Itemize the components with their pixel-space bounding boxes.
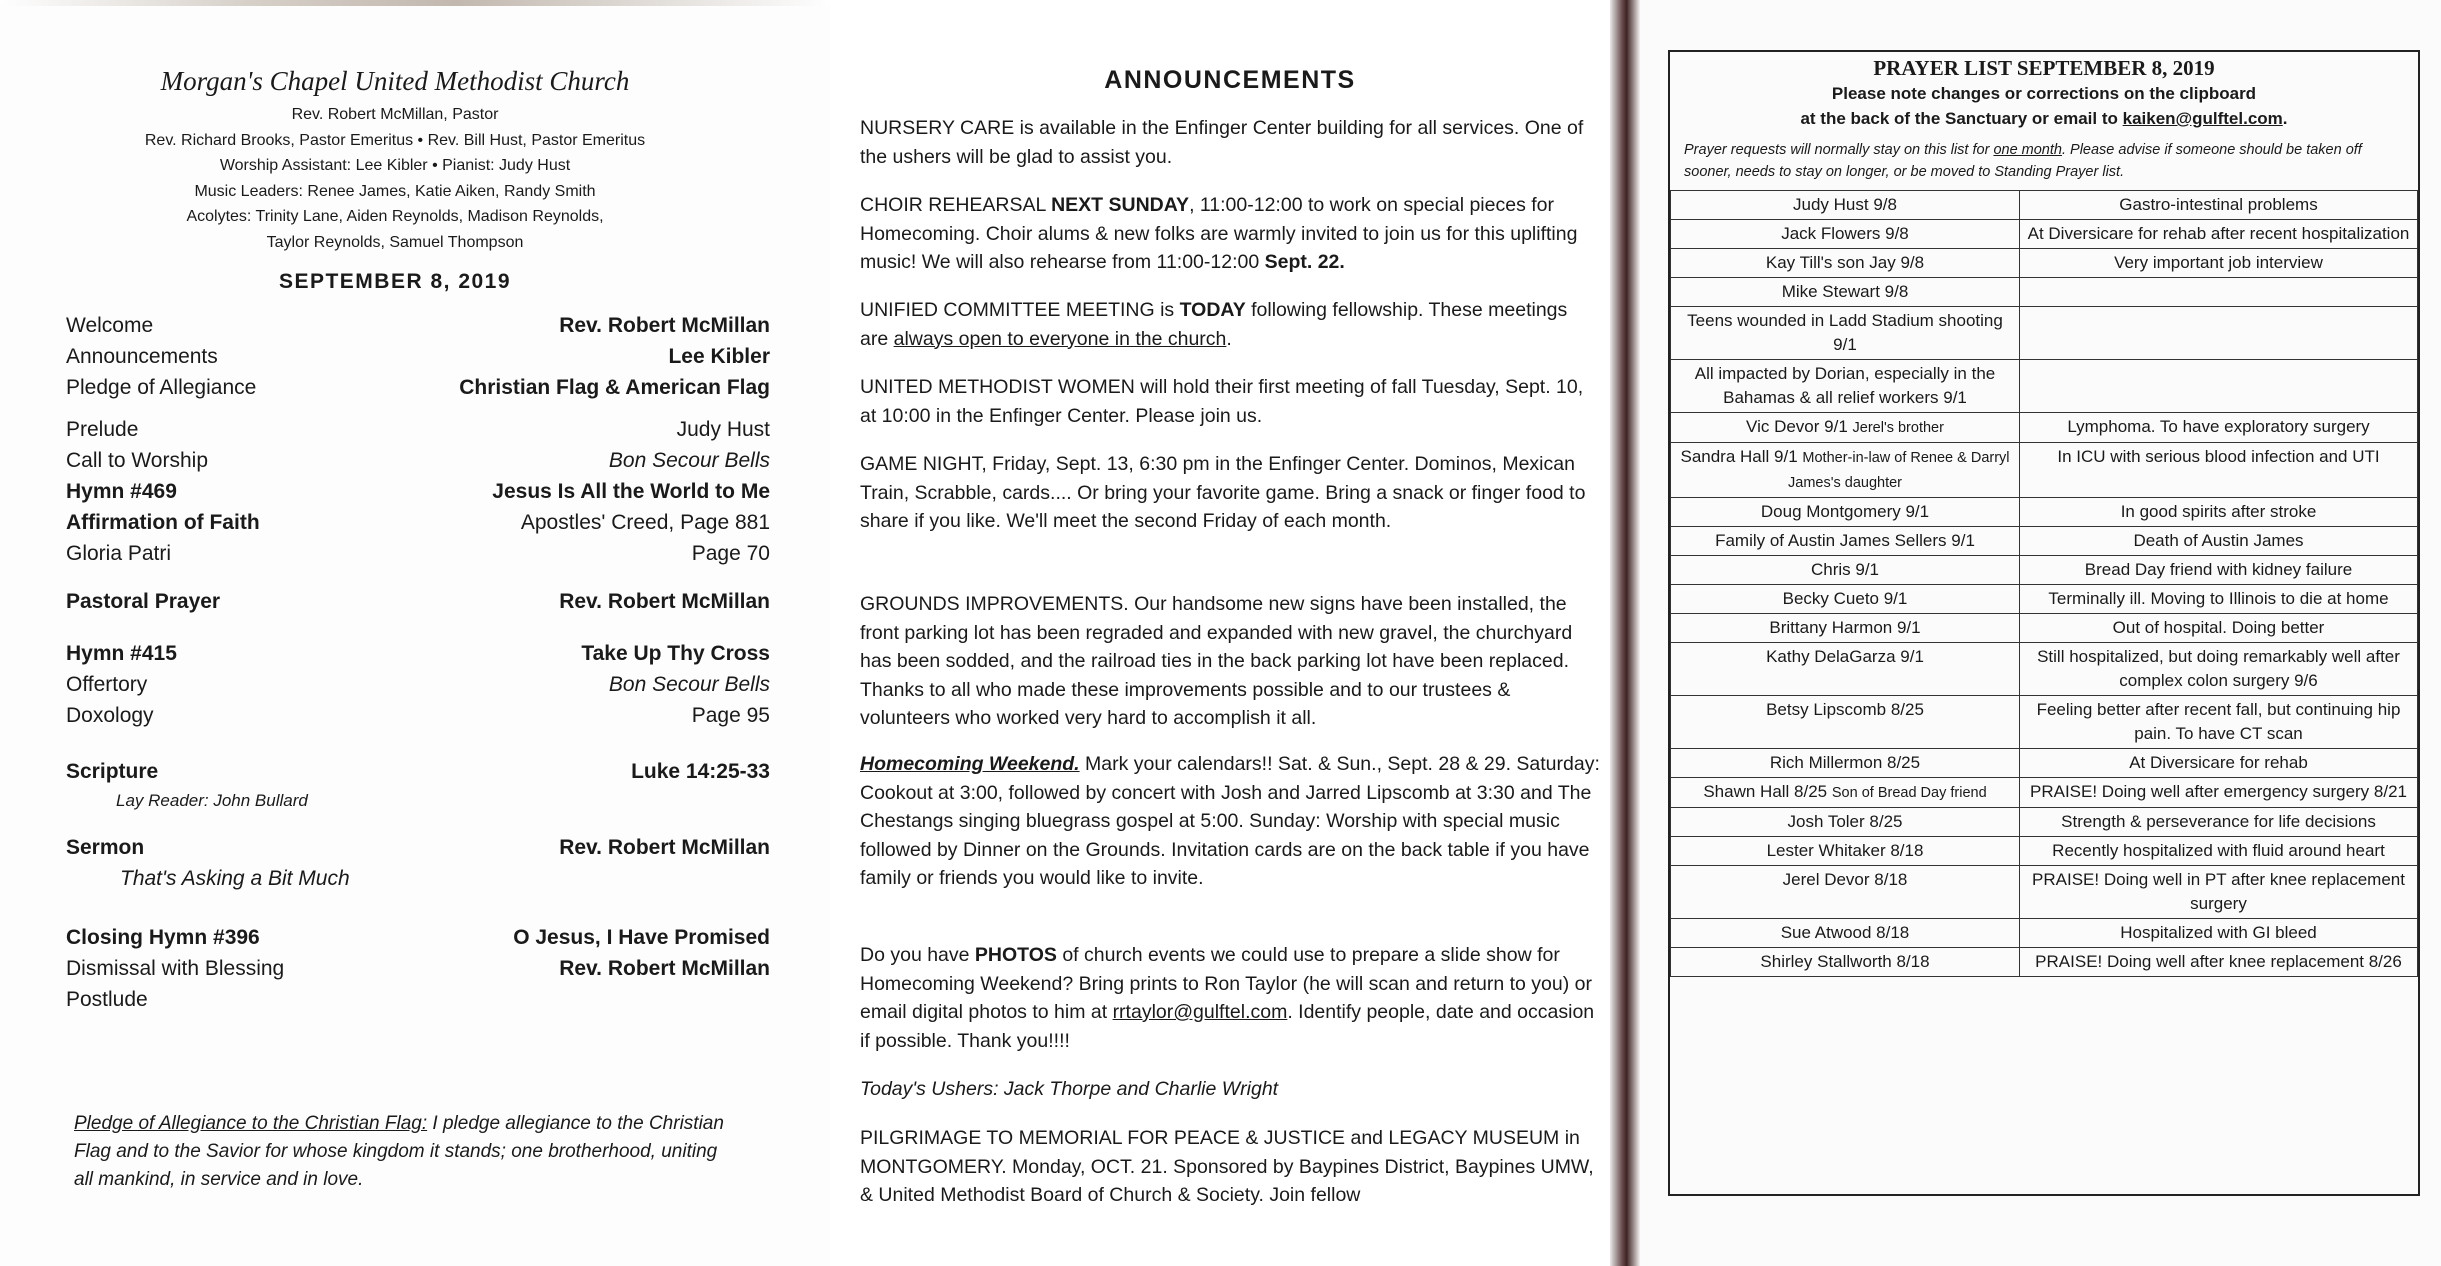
order-leader: Page 70 — [691, 542, 770, 565]
order-item: Pastoral Prayer — [66, 590, 221, 613]
prayer-name: Brittany Harmon 9/1 — [1769, 618, 1921, 637]
prayer-row — [1671, 278, 2418, 307]
prayer-request — [2020, 360, 2418, 413]
order-leader: Luke 14:25-33 — [631, 760, 770, 783]
prayer-row — [1671, 837, 2418, 866]
order-leader: Rev. Robert McMillan — [559, 957, 770, 980]
prayer-row — [1671, 696, 2418, 749]
prayer-request: PRAISE! Doing well in PT after knee replacement surgery — [2020, 866, 2418, 919]
order-item: Announcements — [66, 345, 218, 368]
order-item: Doxology — [66, 704, 154, 727]
prayer-relation-note: Jerel's brother — [1852, 420, 1944, 436]
text-run: Prayer requests will normally stay on this list for — [1684, 142, 1994, 158]
order-leader: Judy Hust — [676, 418, 770, 441]
order-group-scripture — [66, 760, 770, 819]
prayer-request: PRAISE! Doing well after emergency surgery 8/21 — [2020, 778, 2418, 808]
order-item: Postlude — [66, 988, 148, 1011]
order-leader: Jesus Is All the World to Me — [492, 480, 770, 503]
prayer-name-cell — [1671, 556, 2020, 585]
order-row — [66, 418, 770, 449]
text-run: Do you have — [860, 944, 975, 966]
prayer-request: Very important job interview — [2020, 249, 2418, 278]
prayer-row — [1671, 556, 2418, 585]
prayer-relation-note: Son of Bread Day friend — [1831, 785, 1987, 801]
prayer-name: Family of Austin James Sellers 9/1 — [1715, 531, 1975, 550]
staff-line: Worship Assistant: Lee Kibler • Pianist: Judy Hust — [219, 157, 571, 174]
prayer-table — [1670, 190, 2418, 977]
order-group-opening — [66, 314, 770, 407]
prayer-request: Feeling better after recent fall, but continuing hip pain. To have CT scan — [2020, 696, 2418, 749]
order-item: Affirmation of Faith — [66, 511, 260, 534]
prayer-name: Sue Atwood 8/18 — [1780, 923, 1910, 942]
order-row — [66, 376, 770, 407]
announcement-pilgrimage — [860, 1124, 1600, 1210]
prayer-name: Betsy Lipscomb 8/25 — [1766, 700, 1924, 719]
prayer-name: Josh Toler 8/25 — [1787, 812, 1903, 831]
order-row — [66, 480, 770, 511]
order-leader: Rev. Robert McMillan — [559, 590, 770, 613]
order-row — [66, 449, 770, 480]
order-row — [66, 988, 770, 1019]
announcement-text — [860, 750, 1600, 893]
prayer-list-box — [1668, 50, 2420, 1196]
announcement-text: Today's Ushers: Jack Thorpe and Charlie Wright — [860, 1078, 1279, 1100]
prayer-name: Jerel Devor 8/18 — [1782, 870, 1908, 889]
prayer-name-cell — [1671, 498, 2020, 527]
prayer-name-cell — [1671, 360, 2020, 413]
prayer-row — [1671, 191, 2418, 220]
prayer-email-link[interactable]: kaiken@gulftel.com — [2122, 109, 2283, 128]
prayer-row — [1671, 307, 2418, 360]
prayer-name: Teens wounded in Ladd Stadium shooting 9/1 — [1687, 311, 2003, 354]
prayer-table-body — [1671, 191, 2418, 977]
text-run: . Please advise if someone should be taken off sooner, needs to stay on longer, or be moved to Standing Prayer list. — [1684, 142, 2362, 180]
prayer-name-cell — [1671, 191, 2020, 220]
prayer-name: Vic Devor 9/1 — [1746, 417, 1848, 436]
staff-line: Rev. Richard Brooks, Pastor Emeritus • Rev. Bill Hust, Pastor Emeritus — [144, 131, 646, 149]
prayer-list-contact — [1670, 106, 2418, 131]
prayer-request: Terminally ill. Moving to Illinois to die at home — [2020, 585, 2418, 614]
prayer-name-cell — [1671, 413, 2020, 443]
prayer-row — [1671, 585, 2418, 614]
prayer-name-cell — [1671, 307, 2020, 360]
prayer-request — [2020, 307, 2418, 360]
order-row — [66, 590, 770, 621]
text-run: of church events we could use to prepare a slide show for Homecoming Weekend? Bring prints to Ron Taylor (he will scan and return to you) or email digital photos to him at — [860, 944, 1592, 1023]
page-fold-shadow — [1610, 0, 1640, 1266]
prayer-name-cell — [1671, 527, 2020, 556]
prayer-row — [1671, 643, 2418, 696]
pledge-body: I pledge allegiance to the Christian Flag and to the Savior for whose kingdom it stands; one brotherhood, uniting all mankind, in service and in love. — [74, 1113, 724, 1190]
prayer-request: At Diversicare for rehab — [2020, 749, 2418, 778]
text-run: CHOIR REHEARSAL — [860, 194, 1052, 216]
prayer-row — [1671, 527, 2418, 556]
announcement-text: UNITED METHODIST WOMEN will hold their first meeting of fall Tuesday, Sept. 10, at 10:00 in the Enfinger Center. Please join us. — [860, 376, 1584, 427]
sermon-title: That's Asking a Bit Much — [120, 867, 350, 890]
prayer-name: Mike Stewart 9/8 — [1781, 282, 1909, 301]
order-row — [66, 760, 770, 791]
prayer-list-panel — [1640, 0, 2441, 1266]
order-item: Welcome — [66, 314, 154, 337]
prayer-name-cell — [1671, 614, 2020, 643]
staff-line: Rev. Robert McMillan, Pastor — [291, 106, 499, 123]
text-run: UNIFIED COMMITTEE MEETING is — [860, 299, 1180, 321]
prayer-request: Lymphoma. To have exploratory surgery — [2020, 413, 2418, 443]
order-item: Prelude — [66, 418, 139, 441]
order-group-offering — [66, 642, 770, 735]
announcement-grounds — [860, 590, 1600, 733]
text-run: . Identify people, date and occasion if possible. Thank you!!!! — [860, 1001, 1595, 1052]
prayer-name-cell — [1671, 249, 2020, 278]
prayer-request: Recently hospitalized with fluid around heart — [2020, 837, 2418, 866]
announcement-game-night — [860, 450, 1600, 536]
pledge-title: Pledge of Allegiance to the Christian Flag: — [74, 1113, 428, 1134]
staff-line: Taylor Reynolds, Samuel Thompson — [266, 233, 524, 251]
announcement-text: PILGRIMAGE TO MEMORIAL FOR PEACE & JUSTICE and LEGACY MUSEUM in MONTGOMERY. Monday, OCT. 21. Sponsored by Baypines District, Baypines UMW, & United Methodist Board of Church & Society. Join fellow — [860, 1127, 1594, 1206]
prayer-request: Hospitalized with GI bleed — [2020, 919, 2418, 948]
order-item: Call to Worship — [66, 449, 208, 472]
order-row — [66, 791, 770, 819]
text-run: . — [2282, 109, 2288, 128]
prayer-request: Strength & perseverance for life decisions — [2020, 808, 2418, 837]
prayer-relation-note: Mother-in-law of Renee & Darryl James's daughter — [1788, 450, 2010, 491]
prayer-row — [1671, 443, 2418, 498]
prayer-name: Judy Hust 9/8 — [1793, 195, 1897, 214]
announcement-choir — [860, 191, 1600, 277]
order-item: Hymn #469 — [66, 480, 177, 503]
order-leader: Bon Secour Bells — [608, 449, 770, 472]
prayer-request: Gastro-intestinal problems — [2020, 191, 2418, 220]
order-item: Closing Hymn #396 — [66, 926, 260, 949]
prayer-request: Death of Austin James — [2020, 527, 2418, 556]
prayer-name: Becky Cueto 9/1 — [1782, 589, 1908, 608]
order-leader: Page 95 — [691, 704, 770, 727]
order-item: Offertory — [66, 673, 148, 696]
prayer-name-cell — [1671, 696, 2020, 749]
prayer-name-cell — [1671, 443, 2020, 498]
prayer-list-subtitle: Please note changes or corrections on the clipboard — [1831, 84, 2257, 103]
prayer-request: At Diversicare for rehab after recent hospitalization — [2020, 220, 2418, 249]
text-run-underline: one month — [1993, 142, 2062, 158]
order-row — [66, 836, 770, 867]
paper-edge — [0, 0, 830, 6]
prayer-name: All impacted by Dorian, especially in the Bahamas & all relief workers 9/1 — [1694, 364, 1996, 407]
staff-line: Music Leaders: Renee James, Katie Aiken, Randy Smith — [194, 182, 596, 200]
prayer-name-cell — [1671, 643, 2020, 696]
prayer-name-cell — [1671, 948, 2020, 977]
text-run: following fellowship. These meetings are — [860, 299, 1568, 350]
prayer-list-note — [1684, 139, 2412, 183]
text-run: , 11:00-12:00 to work on special pieces for Homecoming. Choir alums & new folks are warmly invited to join us for this uplifting music! We will also rehearse from 11:00-12:00 — [860, 194, 1578, 273]
prayer-name: Doug Montgomery 9/1 — [1760, 502, 1930, 521]
prayer-name-cell — [1671, 919, 2020, 948]
prayer-name-cell — [1671, 749, 2020, 778]
prayer-name: Shirley Stallworth 8/18 — [1760, 952, 1930, 971]
announcement-text — [860, 191, 1600, 277]
announcement-text: NURSERY CARE is available in the Enfinger Center building for all services. One of the ushers will be glad to assist you. — [860, 117, 1584, 168]
text-run-bold: Sept. 22. — [1264, 251, 1345, 273]
announcement-text — [860, 941, 1600, 1055]
order-item: Sermon — [66, 836, 145, 859]
prayer-row — [1671, 614, 2418, 643]
order-item: Dismissal with Blessing — [66, 957, 285, 980]
announcement-nursery — [860, 114, 1600, 171]
order-leader: Take Up Thy Cross — [581, 642, 770, 665]
text-run: . — [1226, 327, 1232, 350]
order-row — [66, 957, 770, 988]
prayer-request: In ICU with serious blood infection and UTI — [2020, 443, 2418, 498]
order-item: Hymn #415 — [66, 642, 177, 665]
prayer-name: Shawn Hall 8/25 — [1703, 782, 1828, 801]
order-group-prayer — [66, 590, 770, 621]
order-item: Pledge of Allegiance — [66, 376, 257, 399]
prayer-row — [1671, 948, 2418, 977]
pledge-text — [74, 1110, 734, 1194]
text-run-bold: TODAY — [1179, 299, 1246, 321]
order-leader: Apostles' Creed, Page 881 — [520, 511, 770, 534]
order-leader: Bon Secour Bells — [608, 673, 770, 696]
order-row — [66, 867, 770, 898]
order-row — [66, 926, 770, 957]
prayer-name-cell — [1671, 220, 2020, 249]
service-date: SEPTEMBER 8, 2019 — [278, 270, 512, 293]
prayer-name-cell — [1671, 808, 2020, 837]
prayer-row — [1671, 220, 2418, 249]
prayer-row — [1671, 360, 2418, 413]
order-item: Gloria Patri — [66, 542, 172, 565]
prayer-row — [1671, 749, 2418, 778]
prayer-request: Still hospitalized, but doing remarkably well after complex colon surgery 9/6 — [2020, 643, 2418, 696]
text-run-bold: NEXT SUNDAY — [1051, 194, 1190, 216]
bulletin-panel — [0, 0, 830, 1266]
announcements-title: ANNOUNCEMENTS — [1104, 66, 1356, 94]
staff-line: Acolytes: Trinity Lane, Aiden Reynolds, Madison Reynolds, — [186, 208, 604, 225]
order-row — [66, 511, 770, 542]
announcement-ushers — [860, 1075, 1600, 1104]
announcement-umw — [860, 373, 1600, 430]
text-run: at the back of the Sanctuary or email to — [1800, 109, 2123, 128]
announcement-text — [860, 296, 1600, 353]
prayer-name-cell — [1671, 837, 2020, 866]
prayer-name: Chris 9/1 — [1810, 560, 1880, 579]
text-run-underline: always open to everyone in the church — [893, 327, 1227, 350]
prayer-request: PRAISE! Doing well after knee replacement 8/26 — [2020, 948, 2418, 977]
order-row — [66, 673, 770, 704]
order-leader: Rev. Robert McMillan — [559, 836, 770, 859]
prayer-name: Lester Whitaker 8/18 — [1766, 841, 1924, 860]
photos-email-link[interactable]: rrtaylor@gulftel.com — [1112, 1001, 1288, 1023]
prayer-name-cell — [1671, 278, 2020, 307]
homecoming-title: Homecoming Weekend. — [860, 753, 1080, 775]
text-run: Mark your calendars!! Sat. & Sun., Sept. 28 & 29. Saturday: Cookout at 3:00, followed by concert with Josh and Jarred Lipscomb at 3:30 and The Chestangs singing bluegrass gospel at 5:00. Sunday: Worship with special music followed by Dinner on the Grounds. Invitation cards are on the back table if you have family or friends you would like to invite. — [860, 753, 1600, 889]
prayer-name-cell — [1671, 866, 2020, 919]
announcement-text: GAME NIGHT, Friday, Sept. 13, 6:30 pm in the Enfinger Center. Dominos, Mexican Train, Scrabble, cards.... Or bring your favorite game. Bring a snack or finger food to share if you like. We'll meet the second Friday of each month. — [860, 453, 1586, 532]
order-row — [66, 345, 770, 376]
order-group-praise — [66, 418, 770, 573]
order-group-sermon — [66, 836, 770, 898]
order-leader: Rev. Robert McMillan — [559, 314, 770, 337]
announcement-homecoming — [860, 750, 1600, 893]
prayer-name: Sandra Hall 9/1 — [1680, 447, 1798, 466]
prayer-name-cell — [1671, 585, 2020, 614]
prayer-request — [2020, 278, 2418, 307]
prayer-list-title: PRAYER LIST SEPTEMBER 8, 2019 — [1873, 56, 2215, 80]
prayer-row — [1671, 413, 2418, 443]
prayer-name-cell — [1671, 778, 2020, 808]
order-item: Scripture — [66, 760, 159, 783]
prayer-name: Kathy DelaGarza 9/1 — [1766, 647, 1924, 666]
prayer-row — [1671, 778, 2418, 808]
prayer-name: Jack Flowers 9/8 — [1781, 224, 1909, 243]
prayer-request: In good spirits after stroke — [2020, 498, 2418, 527]
order-leader: O Jesus, I Have Promised — [513, 926, 770, 949]
announcement-text: GROUNDS IMPROVEMENTS. Our handsome new signs have been installed, the front parking lot has been regraded and expanded with new gravel, the churchyard has been sodded, and the railroad ties in the back parking lot have been replaced. Thanks to all who made these improvements possible and to our trustees & volunteers who worked very hard to accomplish it all. — [860, 593, 1573, 729]
text-run-bold: PHOTOS — [974, 944, 1057, 966]
prayer-name: Kay Till's son Jay 9/8 — [1765, 253, 1925, 272]
order-group-closing — [66, 926, 770, 1019]
announcement-unified — [860, 296, 1600, 353]
order-row — [66, 542, 770, 573]
prayer-row — [1671, 919, 2418, 948]
prayer-name: Rich Millermon 8/25 — [1769, 753, 1921, 772]
staff-list — [0, 102, 790, 255]
order-leader: Christian Flag & American Flag — [459, 376, 770, 399]
announcement-photos — [860, 941, 1600, 1055]
prayer-request: Out of hospital. Doing better — [2020, 614, 2418, 643]
prayer-row — [1671, 498, 2418, 527]
announcements-panel — [830, 0, 1610, 1266]
order-leader: Lee Kibler — [668, 345, 770, 368]
church-name: Morgan's Chapel United Methodist Church — [160, 66, 630, 96]
order-row — [66, 704, 770, 735]
order-row — [66, 314, 770, 345]
prayer-row — [1671, 866, 2418, 919]
prayer-request: Bread Day friend with kidney failure — [2020, 556, 2418, 585]
prayer-row — [1671, 808, 2418, 837]
prayer-row — [1671, 249, 2418, 278]
order-row — [66, 642, 770, 673]
lay-reader: Lay Reader: John Bullard — [116, 791, 308, 810]
